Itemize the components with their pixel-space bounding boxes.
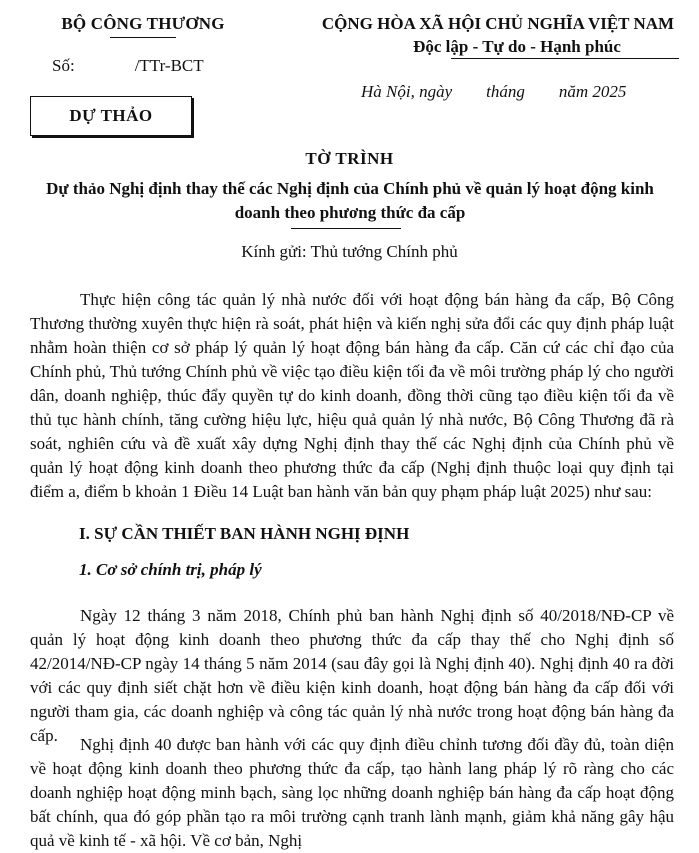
addressee-line: Kính gửi: Thủ tướng Chính phủ [241,242,458,261]
national-motto: Độc lập - Tự do - Hạnh phúc [413,37,621,56]
country-name: CỘNG HÒA XÃ HỘI CHỦ NGHĨA VIỆT NAM [321,14,675,33]
place-and-date: Hà Nội, ngày tháng năm 2025 [361,82,627,101]
ministry-name: BỘ CÔNG THƯƠNG [61,14,225,33]
section-heading: I. SỰ CẦN THIẾT BAN HÀNH NGHỊ ĐỊNH [79,524,410,543]
intro-paragraph: Thực hiện công tác quản lý nhà nước đối với hoạt động bán hàng đa cấp, Bộ Công Thương thường xuyên thực hiện rà soát, phát hiện và kiến nghị sửa đổi các quy định pháp luật nhằm hoàn thiện cơ sở pháp lý quản lý hoạt động bán hàng đa cấp. Căn cứ các chỉ đạo của Chính phủ, Thủ tướng Chính phủ về việc tạo điều kiện tối đa về môi trường pháp lý cho người dân, doanh nghiệp, thúc đẩy quyền tự do kinh doanh, đồng thời cũng tạo điều kiện tối đa về thủ tục hành chính, tăng cường hiệu lực, hiệu quả quản lý nhà nước, Bộ Công Thương đã rà soát, nghiên cứu và đề xuất xây dựng Nghị định thay thế các Nghị định của Chính phủ về quản lý hoạt động kinh doanh theo phương thức đa cấp (Nghị định thuộc loại quy định tại điểm a, điểm b khoản 1 Điều 14 Luật ban hành văn bản quy phạm pháp luật 2025) như sau: [30,290,674,501]
draft-label: DỰ THẢO [69,106,153,125]
document-title: TỜ TRÌNH [305,149,394,168]
issuing-agency-block [28,14,258,38]
national-heading-block [300,14,696,59]
document-number-code: /TTr-BCT [134,56,204,75]
document-number-label: Số: [52,56,75,75]
subtitle-underline [291,228,401,229]
document-subtitle: Dự thảo Nghị định thay thế các Nghị định của Chính phủ về quản lý hoạt động kinh doanh theo phương thức đa cấp [46,179,654,222]
body-paragraph: Nghị định 40 được ban hành với các quy định điều chỉnh tương đối đầy đủ, toàn diện về hoạt động kinh doanh theo phương thức đa cấp, tạo hành lang pháp lý rõ ràng cho các doanh nghiệp hoạt động minh bạch, sàng lọc những doanh nghiệp bán hàng đa cấp hoạt động bất chính, qua đó góp phần tạo ra môi trường cạnh tranh lành mạnh, giảm khả năng gây hậu quả về kinh tế - xã hội. Về cơ bản, Nghị [30,735,674,850]
document-number [52,56,204,76]
ministry-underline [110,37,176,38]
draft-stamp [30,96,192,136]
subsection-heading: 1. Cơ sở chính trị, pháp lý [79,560,262,579]
motto-underline [451,58,679,59]
body-paragraph: Ngày 12 tháng 3 năm 2018, Chính phủ ban hành Nghị định số 40/2018/NĐ-CP về quản lý hoạt động kinh doanh theo phương thức đa cấp thay thế cho Nghị định số 42/2014/NĐ-CP ngày 14 tháng 5 năm 2014 (sau đây gọi là Nghị định 40). Nghị định 40 ra đời với các quy định siết chặt hơn về điều kiện kinh doanh, hoạt động bán hàng đa cấp đối với người tham gia, các doanh nghiệp và công tác quản lý nhà nước trong hoạt động bán hàng đa cấp. [30,606,674,745]
